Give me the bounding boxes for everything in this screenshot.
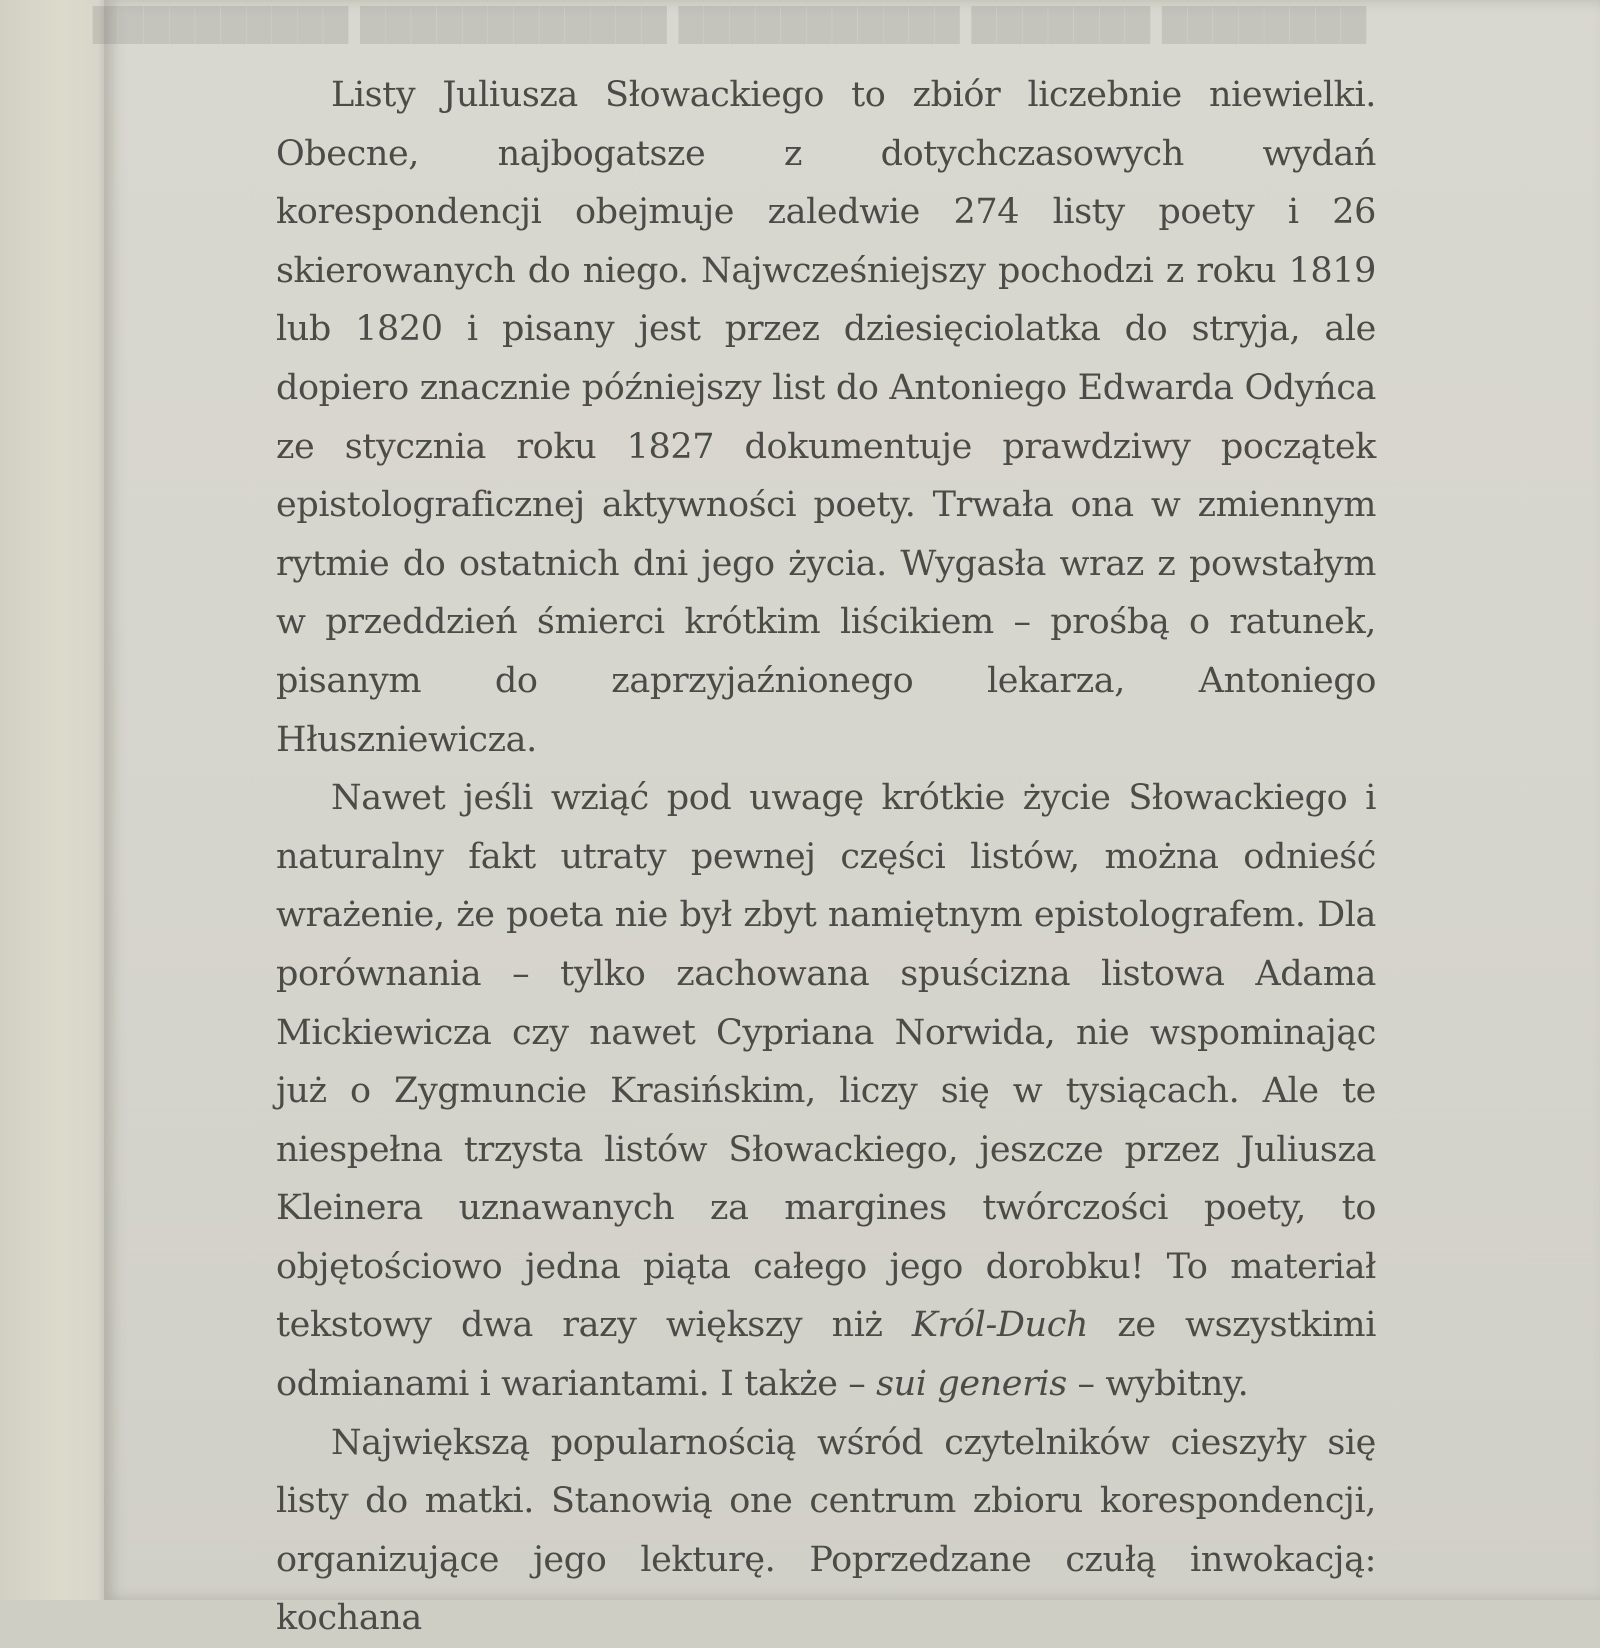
show-through-text bbox=[92, 6, 1366, 46]
paragraph-3 bbox=[276, 1414, 1376, 1648]
paragraph-1 bbox=[276, 66, 1376, 769]
body-text bbox=[276, 66, 1376, 1648]
paragraph-3-text: Największą popularnością wśród czytelników cieszyły się listy do matki. Stanowią one centrum zbioru korespondencji, organizujące jego lekturę. Poprzedzane czułą inwokacją: kochana bbox=[276, 1422, 1376, 1639]
paragraph-2 bbox=[276, 769, 1376, 1414]
paragraph-1-text: Listy Juliusza Słowackiego to zbiór liczebnie niewielki. Obecne, najbogatsze z dotychczasowych wydań korespondencji obejmuje zaledwie 274 listy poety i 26 skierowanych do niego. Najwcześniejszy pochodzi z roku 1819 lub 1820 i pisany jest przez dziesięciolatka do stryja, ale dopiero znacznie późniejszy list do Antoniego Edwarda Odyńca ze stycznia roku 1827 dokumentuje prawdziwy początek epistolograficznej aktywności poety. Trwała ona w zmiennym rytmie do ostatnich dni jego życia. Wygasła wraz z powstałym w przeddzień śmierci krótkim liścikiem – prośbą o ratunek, pisanym do zaprzyjaźnionego lekarza, Antoniego Hłuszniewicza. bbox=[276, 75, 1376, 760]
latin-phrase: sui generis bbox=[876, 1364, 1067, 1405]
paragraph-2-text-a: Nawet jeśli wziąć pod uwagę krótkie życie Słowackiego i naturalny fakt utraty pewnej części listów, można odnieść wrażenie, że poeta nie był zbyt namiętnym epistolografem. Dla porównania – tylko zachowana spuścizna listowa Adama Mickiewicza czy nawet Cypriana Norwida, nie wspominając już o Zygmuncie Krasińskim, liczy się w tysiącach. Ale te niespełna trzysta listów Słowackiego, jeszcze przez Juliusza Kleinera uznawanych za margines twórczości poety, to objętościowo jedna piąta całego jego dorobku! To materiał tekstowy dwa razy większy niż bbox=[276, 778, 1376, 1346]
work-title-krol-duch: Król-Duch bbox=[911, 1305, 1089, 1346]
paragraph-2-text-b: ze wszystkimi odmianami i wariantami. I także – bbox=[276, 1305, 1376, 1405]
show-through-glyphs: ████████ ███████ ███████████ ████████████ ██████████ bbox=[92, 6, 1366, 44]
paragraph-2-text-c: – wybitny. bbox=[1066, 1364, 1249, 1405]
